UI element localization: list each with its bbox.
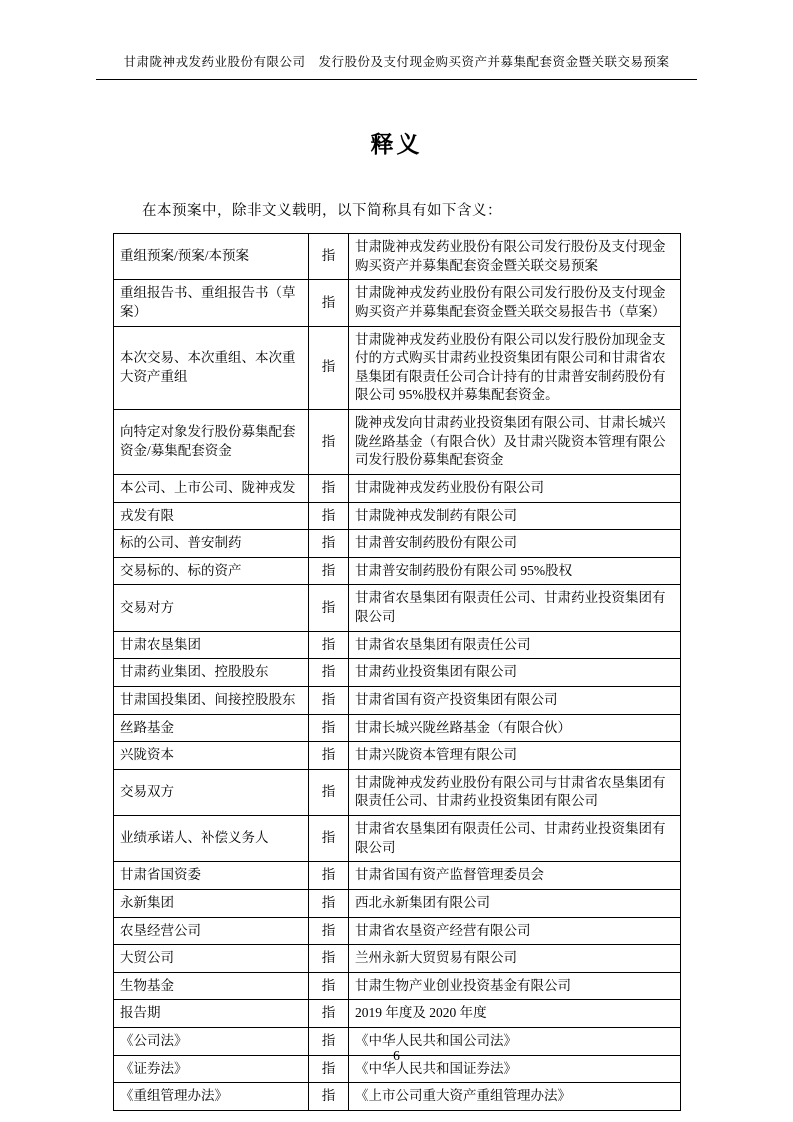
- term-cell: 本公司、上市公司、陇神戎发: [114, 474, 309, 502]
- table-row: [114, 557, 681, 585]
- page-footer: [0, 1048, 793, 1064]
- definition-cell: 甘肃省国有资产投资集团有限公司: [349, 686, 681, 714]
- zhi-cell: 指: [309, 326, 349, 410]
- term-cell: 交易标的、标的资产: [114, 557, 309, 585]
- term-cell: 交易双方: [114, 769, 309, 815]
- term-cell: 交易对方: [114, 585, 309, 631]
- term-cell: 《公司法》: [114, 1028, 309, 1056]
- term-cell: 甘肃药业集团、控股股东: [114, 659, 309, 687]
- term-cell: 甘肃国投集团、间接控股股东: [114, 686, 309, 714]
- zhi-cell: 指: [309, 714, 349, 742]
- zhi-cell: 指: [309, 917, 349, 945]
- zhi-cell: 指: [309, 234, 349, 280]
- zhi-cell: 指: [309, 1000, 349, 1028]
- page-header: [96, 52, 697, 80]
- table-row: [114, 1083, 681, 1111]
- term-cell: 《证券法》: [114, 1055, 309, 1083]
- definition-cell: 甘肃普安制药股份有限公司 95%股权: [349, 557, 681, 585]
- definition-cell: 陇神戎发向甘肃药业投资集团有限公司、甘肃长城兴陇丝路基金（有限合伙）及甘肃兴陇资本管理有限公司发行股份募集配套资金: [349, 410, 681, 475]
- zhi-cell: 指: [309, 280, 349, 326]
- page-title: 释义: [370, 132, 423, 157]
- definition-cell: 甘肃省农垦集团有限责任公司、甘肃药业投资集团有限公司: [349, 585, 681, 631]
- definitions-table: [113, 233, 681, 1111]
- zhi-cell: 指: [309, 530, 349, 558]
- definition-cell: 甘肃陇神戎发药业股份有限公司与甘肃省农垦集团有限责任公司、甘肃药业投资集团有限公司: [349, 769, 681, 815]
- table-row: [114, 862, 681, 890]
- term-cell: 业绩承诺人、补偿义务人: [114, 816, 309, 862]
- term-cell: 甘肃农垦集团: [114, 631, 309, 659]
- table-row: [114, 410, 681, 475]
- header-text: 甘肃陇神戎发药业股份有限公司 发行股份及支付现金购买资产并募集配套资金暨关联交易预案: [123, 55, 670, 69]
- table-row: [114, 816, 681, 862]
- table-row: [114, 280, 681, 326]
- zhi-cell: 指: [309, 1055, 349, 1083]
- zhi-cell: 指: [309, 557, 349, 585]
- table-row: [114, 889, 681, 917]
- definition-cell: 《中华人民共和国公司法》: [349, 1028, 681, 1056]
- page-number: 6: [393, 1048, 400, 1063]
- table-row: [114, 326, 681, 410]
- zhi-cell: 指: [309, 816, 349, 862]
- zhi-cell: 指: [309, 1028, 349, 1056]
- term-cell: 本次交易、本次重组、本次重大资产重组: [114, 326, 309, 410]
- term-cell: 生物基金: [114, 972, 309, 1000]
- definition-cell: 甘肃省农垦集团有限责任公司、甘肃药业投资集团有限公司: [349, 816, 681, 862]
- definition-cell: 兰州永新大贸贸易有限公司: [349, 945, 681, 973]
- zhi-cell: 指: [309, 972, 349, 1000]
- definition-cell: 甘肃兴陇资本管理有限公司: [349, 742, 681, 770]
- definition-cell: 甘肃药业投资集团有限公司: [349, 659, 681, 687]
- definitions-table-body: [114, 234, 681, 1111]
- term-cell: 永新集团: [114, 889, 309, 917]
- definition-cell: 2019 年度及 2020 年度: [349, 1000, 681, 1028]
- term-cell: 兴陇资本: [114, 742, 309, 770]
- table-row: [114, 631, 681, 659]
- term-cell: 农垦经营公司: [114, 917, 309, 945]
- definition-cell: 《上市公司重大资产重组管理办法》: [349, 1083, 681, 1111]
- zhi-cell: 指: [309, 659, 349, 687]
- zhi-cell: 指: [309, 585, 349, 631]
- table-row: [114, 686, 681, 714]
- zhi-cell: 指: [309, 474, 349, 502]
- definition-cell: 甘肃生物产业创业投资基金有限公司: [349, 972, 681, 1000]
- zhi-cell: 指: [309, 769, 349, 815]
- definition-cell: 甘肃陇神戎发药业股份有限公司发行股份及支付现金购买资产并募集配套资金暨关联交易报告书（草案）: [349, 280, 681, 326]
- term-cell: 戎发有限: [114, 502, 309, 530]
- definition-cell: 甘肃陇神戎发药业股份有限公司发行股份及支付现金购买资产并募集配套资金暨关联交易预案: [349, 234, 681, 280]
- term-cell: 大贸公司: [114, 945, 309, 973]
- term-cell: 《重组管理办法》: [114, 1083, 309, 1111]
- term-cell: 重组预案/预案/本预案: [114, 234, 309, 280]
- zhi-cell: 指: [309, 631, 349, 659]
- definition-cell: 甘肃省农垦资产经营有限公司: [349, 917, 681, 945]
- definition-cell: 西北永新集团有限公司: [349, 889, 681, 917]
- table-row: [114, 502, 681, 530]
- term-cell: 重组报告书、重组报告书（草案）: [114, 280, 309, 326]
- zhi-cell: 指: [309, 1083, 349, 1111]
- zhi-cell: 指: [309, 862, 349, 890]
- intro-paragraph: 在本预案中，除非文义载明，以下简称具有如下含义：: [142, 203, 502, 219]
- term-cell: 报告期: [114, 1000, 309, 1028]
- zhi-cell: 指: [309, 686, 349, 714]
- term-cell: 甘肃省国资委: [114, 862, 309, 890]
- table-row: [114, 917, 681, 945]
- definition-cell: 甘肃省农垦集团有限责任公司: [349, 631, 681, 659]
- table-row: [114, 714, 681, 742]
- definition-cell: 甘肃长城兴陇丝路基金（有限合伙）: [349, 714, 681, 742]
- table-row: [114, 945, 681, 973]
- definition-cell: 甘肃省国有资产监督管理委员会: [349, 862, 681, 890]
- zhi-cell: 指: [309, 945, 349, 973]
- table-row: [114, 530, 681, 558]
- term-cell: 向特定对象发行股份募集配套资金/募集配套资金: [114, 410, 309, 475]
- zhi-cell: 指: [309, 889, 349, 917]
- table-row: [114, 742, 681, 770]
- table-row: [114, 1000, 681, 1028]
- zhi-cell: 指: [309, 502, 349, 530]
- table-row: [114, 769, 681, 815]
- table-row: [114, 234, 681, 280]
- table-row: [114, 659, 681, 687]
- table-row: [114, 585, 681, 631]
- zhi-cell: 指: [309, 742, 349, 770]
- table-row: [114, 474, 681, 502]
- term-cell: 标的公司、普安制药: [114, 530, 309, 558]
- term-cell: 丝路基金: [114, 714, 309, 742]
- definition-cell: 甘肃陇神戎发药业股份有限公司以发行股份加现金支付的方式购买甘肃药业投资集团有限公司和甘肃省农垦集团有限责任公司合计持有的甘肃普安制药股份有限公司 95%股权并募集配套资金。: [349, 326, 681, 410]
- definition-cell: 甘肃陇神戎发药业股份有限公司: [349, 474, 681, 502]
- definition-cell: 甘肃陇神戎发制药有限公司: [349, 502, 681, 530]
- zhi-cell: 指: [309, 410, 349, 475]
- table-row: [114, 972, 681, 1000]
- definition-cell: 《中华人民共和国证券法》: [349, 1055, 681, 1083]
- definition-cell: 甘肃普安制药股份有限公司: [349, 530, 681, 558]
